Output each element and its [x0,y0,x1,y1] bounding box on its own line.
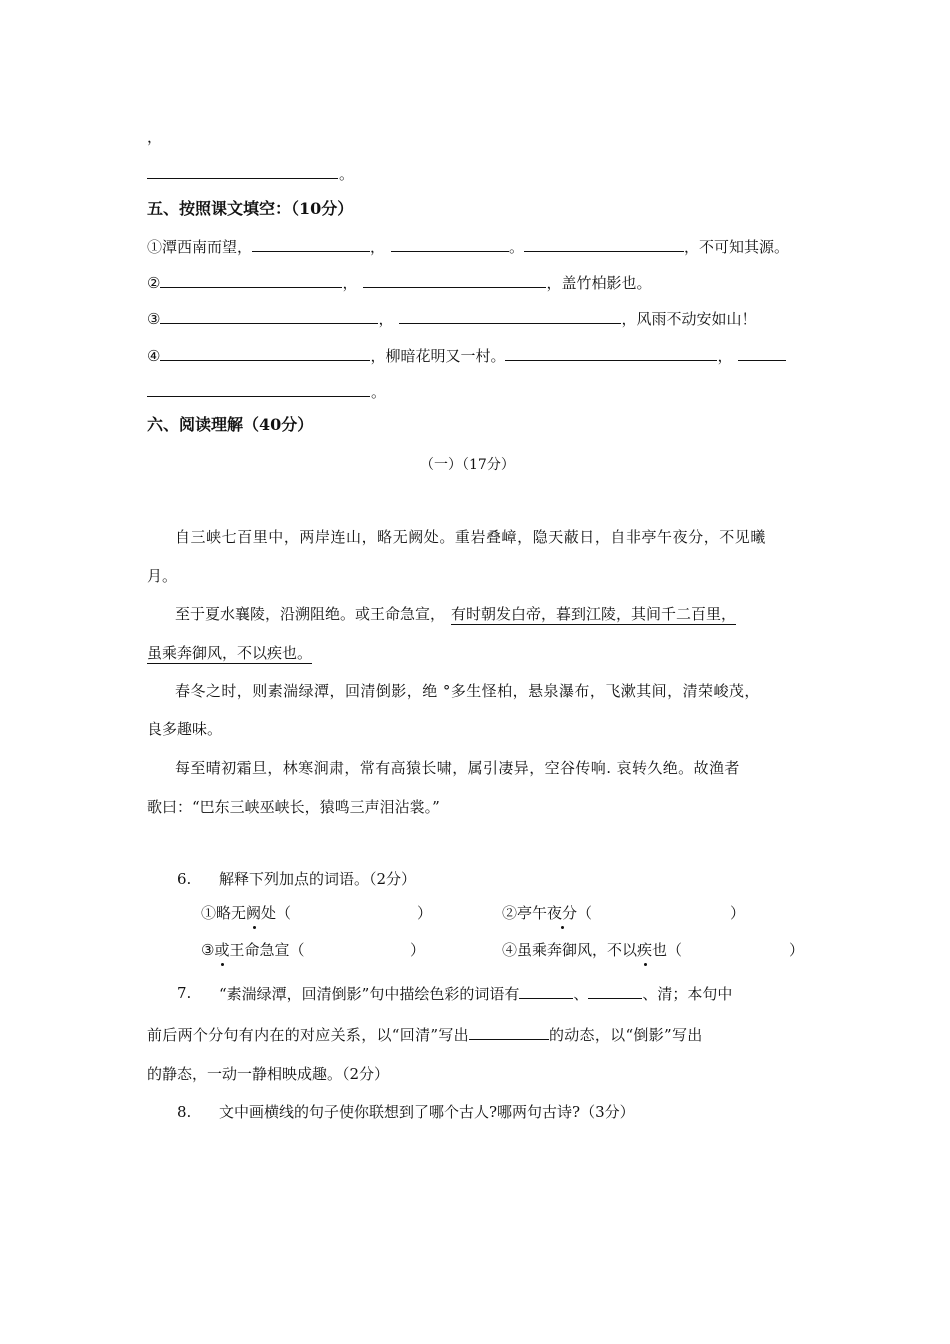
item2-blank-2[interactable] [363,272,546,288]
passage-p4-line2: 歌曰：“巴东三峡巫峡长，猿鸣三声泪沾裳。” [147,798,440,816]
q6-c-dotted: 或 [214,941,230,959]
item1-text-a: ①潭西南而望， [147,238,253,256]
item4-text-c: ， [717,347,733,365]
q6-item-c [201,940,304,960]
item1-blank-2[interactable] [391,236,509,252]
item1-blank-3[interactable] [524,236,684,252]
q6-item-b [502,903,592,923]
section5-heading: 五、按照课文填空：（10分） [147,199,354,218]
q6-item-d [502,940,682,960]
passage-p2-line2 [147,643,312,663]
q7-line1 [219,983,732,1004]
q6-number: 6. [177,870,192,888]
section5-item2 [147,272,651,293]
q7-l2-a: 前后两个分句有内在的对应关系，以“回清”写出 [147,1026,469,1044]
q7-l2-b: 的动态，以“倒影”写出 [548,1026,703,1044]
q6-c-pre: ③ [201,941,215,959]
q8-number: 8. [177,1103,192,1121]
section5-item1 [147,236,789,257]
item1-text-b: ， [370,238,386,256]
item4-blank-1[interactable] [160,345,370,361]
passage-p1-line1: 自三峡七百里中，两岸连山，略无阙处。重岩叠嶂，隐天蔽日，自非亭午夜分，不见曦 [175,528,766,546]
q6-c-close: ） [410,941,426,959]
section5-item3 [147,308,756,329]
item2-text-a: ② [147,274,161,292]
q7-l1-a: “素湍绿潭，回清倒影”句中描绘色彩的词语有 [219,985,520,1003]
item3-blank-1[interactable] [160,308,378,324]
q6-a-pre: ①略无 [201,904,247,922]
passage-p2-underlined-2: 虽乘奔御风，不以疾也。 [147,644,313,662]
q6-text: 解释下列加点的词语。（2分） [219,870,417,888]
item3-blank-2[interactable] [399,308,621,324]
passage-p2-underlined-1: 有时朝发白帝，暮到江陵，其间千二百里， [451,605,737,623]
item3-text-a: ③ [147,310,161,328]
item2-text-b: ， [342,274,358,292]
section5-item4 [147,345,786,366]
top-comma: ， [147,128,163,146]
item3-text-b: ， [378,310,394,328]
q6-b-dotted: 夜分 [547,904,578,922]
q7-line2 [147,1024,703,1045]
q6-a-post: 处（ [261,904,292,922]
q8-text: 文中画横线的句子使你联想到了哪个古人?哪两句古诗?（3分） [219,1103,635,1121]
item2-text-c: ，盖竹柏影也。 [546,274,652,292]
q6-a-dotted: 阙 [246,904,262,922]
item1-text-d: ，不可知其源。 [684,238,790,256]
q7-line3: 的静态，一动一静相映成趣。（2分） [147,1065,390,1083]
q6-d-pre: ④虽乘奔御风，不以 [502,941,638,959]
passage-p2-plain: 至于夏水襄陵，沿溯阻绝。或王命急宣， [175,605,446,623]
q7-blank-3[interactable] [469,1024,549,1040]
item3-text-c: ，风雨不动安如山！ [621,310,757,328]
passage-p2-line1 [175,604,736,624]
q6-d-post: 也（ [652,941,683,959]
passage-p1-line2: 月。 [147,567,178,585]
item1-text-c: 。 [509,238,525,256]
q6-b-close: ） [730,904,746,922]
top-period: 。 [339,165,355,183]
q7-l1-b: 、 [573,985,589,1003]
item4-blank-4[interactable] [147,396,370,397]
q7-number: 7. [177,984,192,1002]
q6-d-close: ） [789,941,805,959]
section6-subheading: （一）（17分） [420,457,515,473]
item2-blank-1[interactable] [160,272,342,288]
item4-text-a: ④ [147,347,161,365]
item4-text-b: ，柳暗花明又一村。 [370,347,506,365]
q7-l1-c: 、清；本句中 [642,985,733,1003]
passage-p3-line2: 良多趣味。 [147,720,223,738]
q6-c-post: 王命急宣（ [229,941,305,959]
q6-b-post: （ [577,904,593,922]
item1-blank-1[interactable] [252,236,370,252]
passage-p4-line1: 每至晴初霜旦，林寒涧肃，常有高猿长啸，属引凄异，空谷传响. 哀转久绝。故渔者 [175,759,740,777]
item4-text-d: 。 [371,383,387,401]
section6-heading: 六、阅读理解（40分） [147,415,314,434]
q6-d-dotted: 疾 [637,941,653,959]
item4-blank-2[interactable] [505,345,717,361]
q7-blank-2[interactable] [588,983,642,999]
q6-b-pre: ②亭午 [502,904,548,922]
q7-blank-1[interactable] [519,983,573,999]
passage-p3-line1: 春冬之时，则素湍绿潭，回清倒影，绝 °多生怪柏，悬泉瀑布，飞漱其间，清荣峻茂， [175,682,760,700]
q6-a-close: ） [417,904,433,922]
item4-blank-3[interactable] [738,345,786,361]
q6-item-a [201,903,291,923]
top-answer-blank[interactable] [147,178,338,179]
